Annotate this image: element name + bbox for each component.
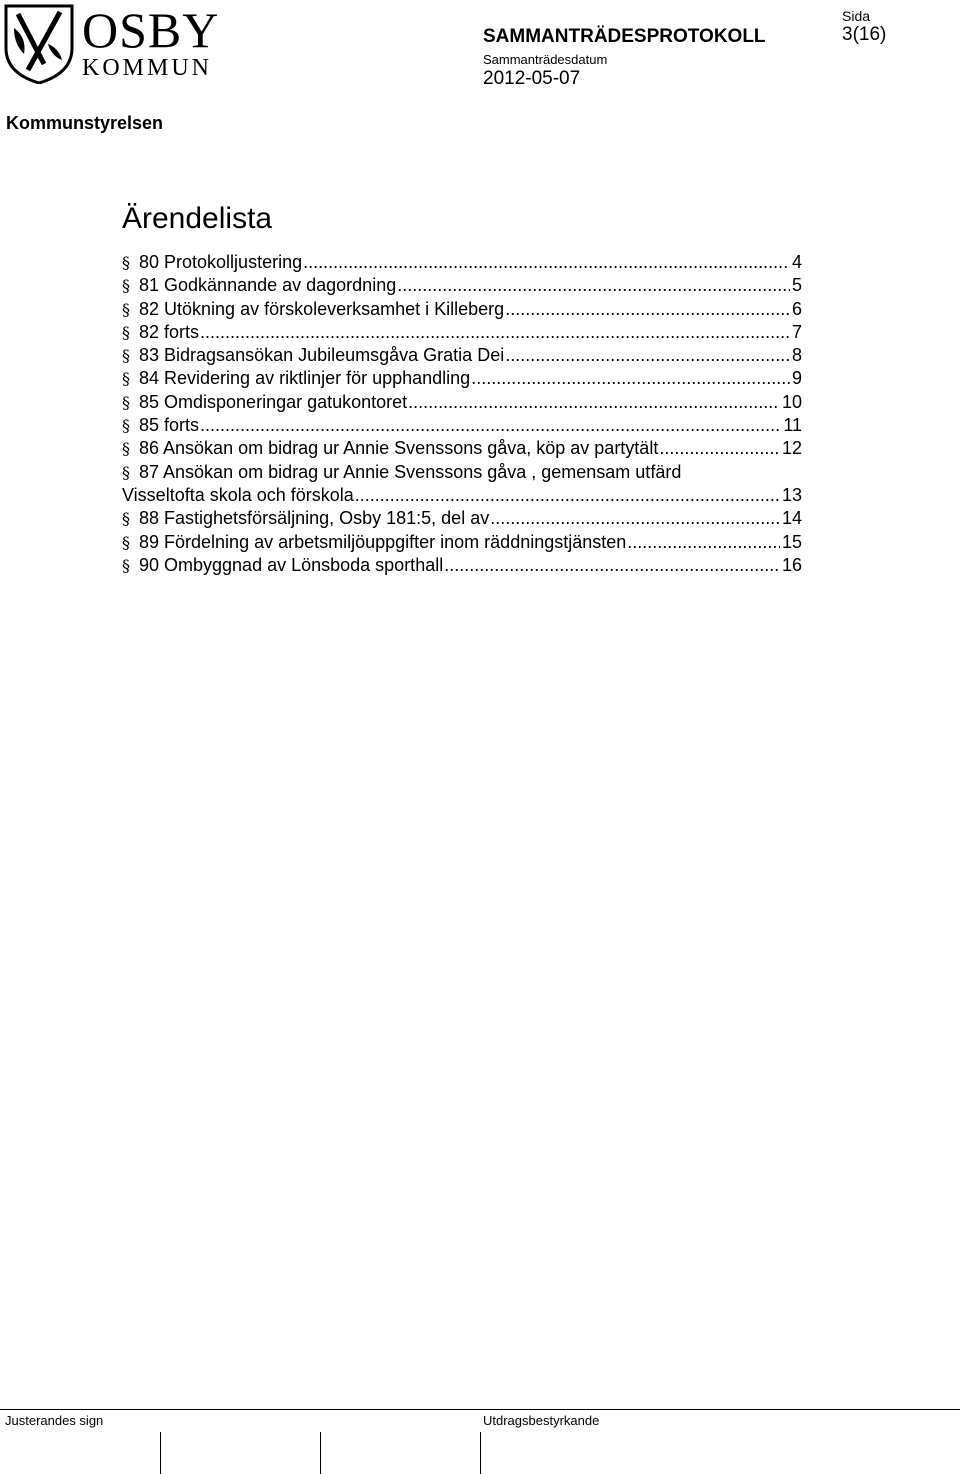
logo-word: OSBY [82,2,220,58]
toc-list [122,251,802,577]
toc-entry-page: 16 [781,554,802,575]
dot-leader [200,321,790,344]
toc-entry[interactable] [122,531,802,554]
toc-entry-page: 14 [781,508,802,529]
paragraph-sign: § [122,322,130,342]
page-label: Sida [842,8,871,24]
dot-leader [355,484,780,507]
toc-entry-page: 7 [791,321,802,342]
page-value: 3(16) [842,24,887,45]
toc-entry[interactable] [122,298,802,321]
toc-entry[interactable] [122,554,802,577]
toc-entry-title: 85 Omdisponeringar gatukontoret [139,391,408,412]
logo-wordmark [82,2,220,81]
toc-entry-page: 11 [783,415,802,436]
toc-entry-page: 15 [781,531,802,552]
dot-leader [200,414,781,437]
body-name: Kommunstyrelsen [6,113,164,133]
paragraph-sign: § [122,462,130,482]
toc-entry-page: 6 [791,298,802,319]
toc-entry[interactable] [122,274,802,297]
toc-entry-page: 9 [791,368,802,389]
toc-entry[interactable] [122,391,802,414]
toc-entry-title: 83 Bidragsansökan Jubileumsgåva Gratia Dei [139,345,505,366]
toc-entry[interactable] [122,251,802,274]
protocol-title: SAMMANTRÄDESPROTOKOLL [483,26,766,47]
paragraph-sign: § [122,369,130,389]
date-value: 2012-05-07 [483,68,581,89]
toc-entry-title: 81 Godkännande av dagordning [139,275,397,296]
paragraph-sign: § [122,299,130,319]
toc-entry[interactable] [122,367,802,390]
toc-entry-title: 87 Ansökan om bidrag ur Annie Svenssons gåva , gemensam utfärd [139,461,682,482]
toc-entry-title: 82 forts [139,321,200,342]
toc-entry-page: 5 [791,275,802,296]
signature-box-divider [160,1432,161,1474]
toc-entry[interactable] [122,507,802,530]
toc-entry-page: 10 [781,391,802,412]
toc-entry[interactable] [122,461,802,508]
dot-leader [505,298,790,321]
paragraph-sign: § [122,276,130,296]
toc-entry[interactable] [122,321,802,344]
toc-entry-title: 82 Utökning av förskoleverksamhet i Killeberg [139,298,505,319]
signature-box-divider [320,1432,321,1474]
toc-entry-title: 85 forts [139,415,200,436]
footer-extract-label: Utdragsbestyrkande [483,1413,600,1428]
toc-entry-page: 8 [791,345,802,366]
toc-entry[interactable] [122,437,802,460]
toc-entry-title: 89 Fördelning av arbetsmiljöuppgifter inom räddningstjänsten [139,531,627,552]
toc-entry-page: 13 [781,484,802,505]
toc-entry-page: 4 [791,252,802,272]
logo-sub: KOMMUN [82,55,213,81]
paragraph-sign: § [122,253,130,272]
osby-coat-of-arms-icon [4,4,74,84]
dot-leader [505,344,790,367]
paragraph-sign: § [122,346,130,366]
toc-entry[interactable] [122,414,802,437]
dot-leader [659,437,780,460]
toc-entry-title: 80 Protokolljustering [139,252,303,272]
toc-entry-title: 86 Ansökan om bidrag ur Annie Svenssons gåva, köp av partytält [139,438,659,459]
paragraph-sign: § [122,555,130,575]
dot-leader [303,251,790,274]
footer-signature-label: Justerandes sign [5,1413,104,1428]
signature-box-divider [480,1432,481,1474]
dot-leader [471,367,790,390]
toc-entry-title: 84 Revidering av riktlinjer för upphandling [139,368,471,389]
paragraph-sign: § [122,532,130,552]
toc-entry-page: 12 [781,438,802,459]
dot-leader [627,531,780,554]
paragraph-sign: § [122,509,130,529]
paragraph-sign: § [122,392,130,412]
toc-entry-title: 90 Ombyggnad av Lönsboda sporthall [139,554,444,575]
date-label: Sammanträdesdatum [483,52,608,67]
toc-entry-title: 88 Fastighetsförsäljning, Osby 181:5, del av [139,508,490,529]
dot-leader [408,391,780,414]
paragraph-sign: § [122,439,130,459]
dot-leader [490,507,780,530]
toc-heading: Ärendelista [122,202,273,235]
dot-leader [397,274,790,297]
toc-entry-title-cont: Visseltofta skola och förskola [122,484,354,505]
paragraph-sign: § [122,416,130,436]
dot-leader [444,554,780,577]
footer-divider [0,1409,960,1410]
toc-entry[interactable] [122,344,802,367]
